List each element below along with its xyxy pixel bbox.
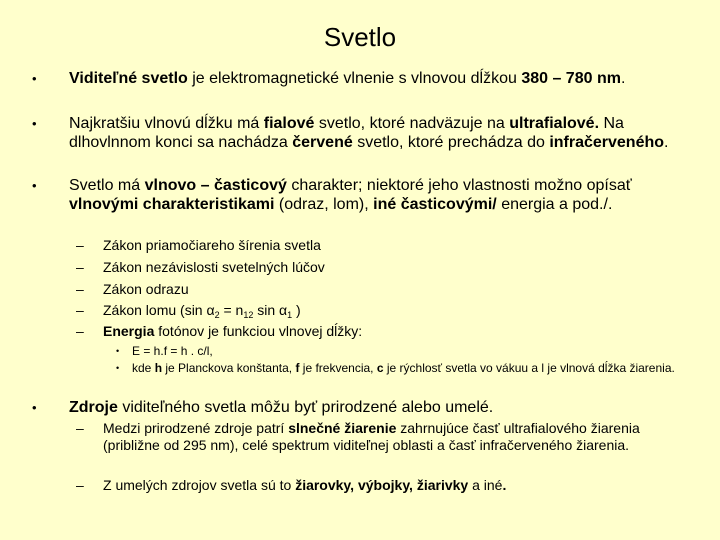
subscript: 12 [243,310,254,320]
text: fotónov je funkciou vlnovej dĺžky: [154,323,363,339]
text: Svetlo má [69,177,145,194]
text: svetlo, ktoré prechádza do [352,134,550,151]
text: je frekvencia, [299,361,377,375]
term-wave-particle: vlnovo – časticový [144,177,287,194]
term-wavelength-range: 380 – 780 nm [521,70,621,87]
term-energy: Energia [103,323,155,339]
subscript: 2 [214,310,220,320]
subscript: 1 [287,310,293,320]
sub-item-natural-sources [103,420,693,454]
text: . [502,477,507,493]
term-particle: iné časticovými/ [373,196,497,213]
bullet-marker: • [32,178,37,193]
sub-item-artificial-sources [103,477,693,494]
text: energia a pod./. [496,196,613,213]
term-visible-light: Viditeľné svetlo [69,70,188,87]
bullet-wave-particle [69,176,689,214]
term-red: červené [292,134,353,151]
text: (odraz, lom), [274,196,374,213]
sub-item-law-1: Zákon priamočiareho šírenia svetla [103,237,321,253]
term-f: f [295,361,300,375]
alpha-symbol: α [206,302,215,318]
bullet-marker: • [32,400,37,415]
text: Najkratšiu vlnovú dĺžku má [69,115,264,132]
text: Medzi prirodzené zdroje patrí [103,420,289,436]
term-solar-radiation: slnečné žiarenie [288,420,397,436]
dash-marker: – [76,281,84,297]
text: = n [219,302,244,318]
text: je rýchlosť svetla vo vákuu a l je vlnová dĺžka žiarenia. [383,361,675,375]
text: sin [253,302,280,318]
bullet-sources [69,398,689,417]
text: . [620,70,626,87]
bullet-marker: • [116,363,120,373]
text: zahrnujúce časť ultrafialového žiarenia (približne od 295 nm), celé spektrum viditeľnej oblasti a časť infračerveného žiarenia. [103,420,640,453]
text: kde [132,361,155,375]
dash-marker: – [76,477,84,493]
dash-marker: – [76,237,84,253]
text: je elektromagnetické vlnenie s vlnovou dĺžkou [187,70,522,87]
dash-marker: – [76,259,84,275]
formula-explanation [132,361,692,376]
text: charakter; niektoré jeho vlastnosti možno opísať [286,177,632,194]
sub-item-law-2: Zákon nezávislosti svetelných lúčov [103,259,325,275]
formula-energy: E = h.f = h . c/l, [132,344,213,358]
text: svetlo, ktoré nadväzuje na [314,115,510,132]
dash-marker: – [76,302,84,318]
text: viditeľného svetla môžu byť prirodzené alebo umelé. [117,399,494,416]
text: ) [292,302,301,318]
text: . [664,134,669,151]
bullet-marker: • [32,71,37,86]
sub-item-law-4 [103,302,693,319]
bullet-marker: • [116,346,120,356]
dash-marker: – [76,323,84,339]
term-sources: Zdroje [69,399,118,416]
term-violet: fialové [263,115,315,132]
alpha-symbol: α [279,302,288,318]
bullet-marker: • [32,116,37,131]
term-wave-characteristics: vlnovými charakteristikami [69,196,275,213]
text: Na dlhovlnnom konci sa nachádza [69,115,624,151]
text: je Planckova konštanta, [162,361,296,375]
dash-marker: – [76,420,84,436]
text: Zákon lomu (sin [103,302,207,318]
term-h: h [154,361,163,375]
term-ultraviolet: ultrafialové. [509,115,600,132]
text: a iné [468,477,503,493]
bullet-wavelengths [69,114,689,152]
sub-item-energy [103,323,693,340]
term-lamps: žiarovky, výbojky, žiarivky [295,477,469,493]
term-infrared: infračerveného [549,134,665,151]
sub-item-law-3: Zákon odrazu [103,281,189,297]
term-c: c [376,361,384,375]
bullet-visible-light [69,69,689,88]
text: Z umelých zdrojov svetla sú to [103,477,296,493]
slide-title: Svetlo [323,22,397,52]
